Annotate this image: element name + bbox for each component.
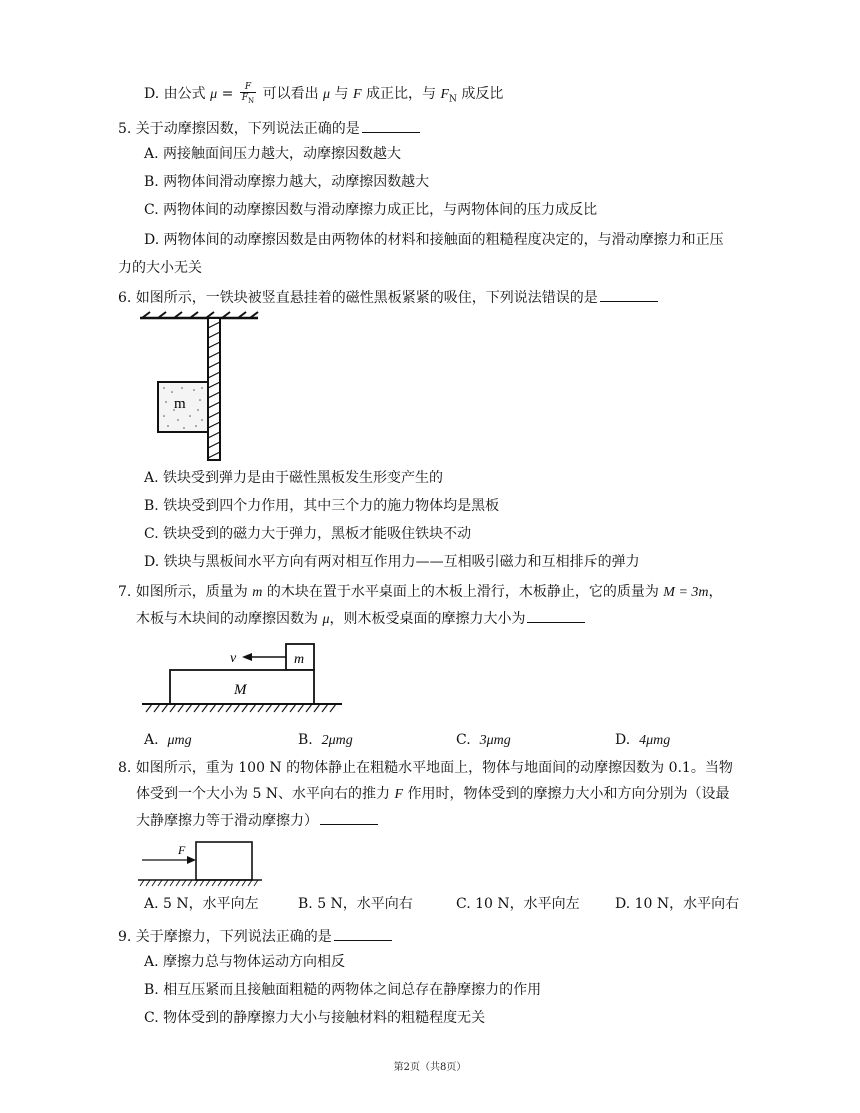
q7-text-4: 木板与木块间的动摩擦因数为 <box>136 611 323 627</box>
q8-text-3: 大静摩擦力等于滑动摩擦力） <box>136 813 318 829</box>
board-label: M <box>234 682 247 698</box>
q6-stem-text: 6. 如图所示，一铁块被竖直悬挂着的磁性黑板紧紧的吸住，下列说法错误的是 <box>118 290 598 306</box>
fraction-denominator <box>240 93 256 106</box>
q4-text-2: 与 <box>330 85 353 102</box>
q5-stem <box>118 118 420 139</box>
option-letter: D. <box>615 732 631 748</box>
q4-text-1: 可以看出 <box>258 85 324 102</box>
answer-blank <box>320 810 378 825</box>
q7-option-d <box>615 730 670 751</box>
force-symbol: F <box>394 787 404 802</box>
answer-blank <box>334 926 392 941</box>
velocity-label: v <box>230 651 237 666</box>
q8-option-b: B. 5 N，水平向右 <box>298 896 413 912</box>
ground-hatch <box>140 880 258 886</box>
normal-force-symbol: F <box>440 86 450 102</box>
q6-figure-magnetic-board <box>138 312 262 462</box>
fraction-numerator: F <box>240 82 256 93</box>
q9-stem-text: 9. 关于摩擦力，下列说法正确的是 <box>118 929 332 945</box>
force-label: F <box>178 843 186 857</box>
q8-text-2: 作用时，物体受到的摩擦力大小和方向分别为（设最 <box>403 786 730 802</box>
fraction-den-f: F <box>241 93 249 103</box>
mu-symbol: μ <box>322 612 330 627</box>
q5-option-c: C. 两物体间的动摩擦因数与滑动摩擦力成正比，与两物体间的压力成反比 <box>144 202 598 218</box>
q7-option-b <box>298 730 353 751</box>
block-label-m: m <box>174 396 186 412</box>
normal-force-sub: N <box>449 94 457 105</box>
page-footer: 第2页（共8页） <box>393 1062 467 1073</box>
q8-stem-line1: 8. 如图所示，重为 100 N 的物体静止在粗糙水平地面上，物体与地面间的动摩擦因数为 0.1。当物 <box>118 760 733 776</box>
answer-blank <box>600 287 658 302</box>
q5-option-d-line2: 力的大小无关 <box>118 260 202 276</box>
mu-symbol-2: μ <box>323 86 331 102</box>
q7-text-3: ， <box>708 584 723 600</box>
option-letter: A. <box>144 732 159 748</box>
q4-optd-prefix: D. 由公式 <box>144 85 206 102</box>
q6-option-c: C. 铁块受到的磁力大于弹力，黑板才能吸住铁块不动 <box>144 526 472 542</box>
equals-sign: = <box>217 85 238 102</box>
mu-symbol: μ <box>210 86 218 102</box>
q8-stem-line2 <box>136 784 730 805</box>
option-value: 2μmg <box>321 733 353 748</box>
mass-m-symbol: m <box>252 585 263 600</box>
q7-figure-board-and-block <box>142 640 352 718</box>
option-value: 3μmg <box>479 733 511 748</box>
force-arrow-head <box>187 856 196 864</box>
q5-option-d-line1: D. 两物体间的动摩擦因数是由两物体的材料和接触面的粗糙程度决定的，与滑动摩擦力和正压 <box>144 232 724 248</box>
q9-option-a: A. 摩擦力总与物体运动方向相反 <box>144 954 346 970</box>
force-symbol: F <box>352 86 362 102</box>
magnetic-board <box>208 318 220 460</box>
q6-stem <box>118 287 658 308</box>
fraction-den-sub: N <box>248 96 255 105</box>
option-letter: B. <box>298 732 313 748</box>
q4-text-4: 成反比 <box>456 85 504 102</box>
mass-relation: M = 3m <box>663 585 709 600</box>
q9-stem <box>118 926 392 947</box>
ground-hatch <box>146 704 336 712</box>
q7-stem-line1 <box>118 582 723 603</box>
q5-stem-text: 5. 关于动摩擦因数，下列说法正确的是 <box>118 121 360 137</box>
option-letter: C. <box>456 732 471 748</box>
option-value: 4μmg <box>639 733 671 748</box>
q7-text-2: 的木块在置于水平桌面上的木板上滑行，木板静止，它的质量为 <box>262 584 664 600</box>
q7-option-a <box>144 730 192 751</box>
small-block-label: m <box>294 652 305 667</box>
q9-option-b: B. 相互压紧而且接触面粗糙的两物体之间总存在静摩擦力的作用 <box>144 982 542 998</box>
q7-option-c <box>456 730 511 751</box>
answer-blank <box>362 118 420 133</box>
q7-text-5: ，则木板受桌面的摩擦力大小为 <box>329 611 526 627</box>
q8-option-d: D. 10 N，水平向右 <box>615 896 740 912</box>
q7-text-1: 7. 如图所示，质量为 <box>118 584 253 600</box>
q8-option-c: C. 10 N，水平向左 <box>456 896 580 912</box>
q9-option-c: C. 物体受到的静摩擦力大小与接触材料的粗糙程度无关 <box>144 1010 486 1026</box>
q4-option-d <box>144 82 503 110</box>
q8-figure-block-pushed <box>138 838 264 888</box>
q8-text-1: 体受到一个大小为 5 N、水平向右的推力 <box>136 786 395 802</box>
fraction-f-over-fn <box>240 82 256 106</box>
q4-text-3: 成正比，与 <box>361 85 441 102</box>
option-value: μmg <box>167 733 192 748</box>
q7-stem-line2 <box>136 608 585 630</box>
answer-blank <box>527 608 585 623</box>
q6-option-b: B. 铁块受到四个力作用，其中三个力的施力物体均是黑板 <box>144 498 500 514</box>
q5-option-b: B. 两物体间滑动摩擦力越大，动摩擦因数越大 <box>144 174 430 190</box>
q6-option-a: A. 铁块受到弹力是由于磁性黑板发生形变产生的 <box>144 470 444 486</box>
block <box>196 842 252 880</box>
q5-option-a: A. 两接触面间压力越大，动摩擦因数越大 <box>144 146 402 162</box>
velocity-arrow-head <box>242 653 252 661</box>
q6-option-d: D. 铁块与黑板间水平方向有两对相互作用力——互相吸引磁力和互相排斥的弹力 <box>144 554 640 570</box>
q8-stem-line3 <box>136 810 378 831</box>
q8-option-a: A. 5 N，水平向左 <box>144 896 259 912</box>
